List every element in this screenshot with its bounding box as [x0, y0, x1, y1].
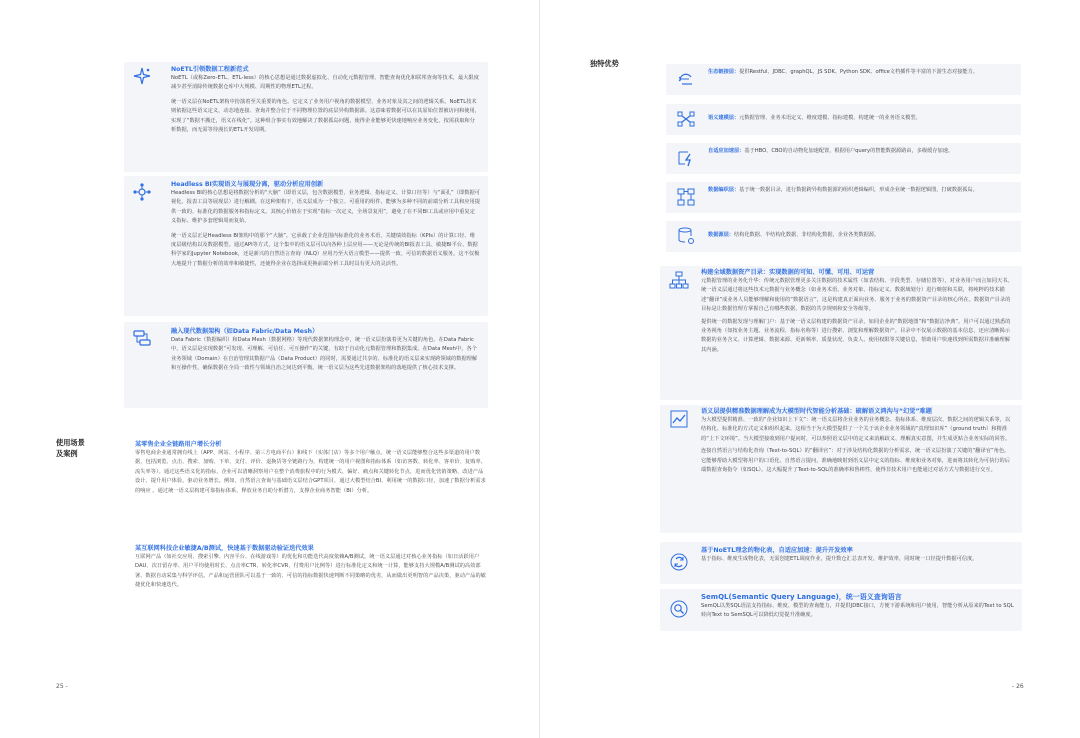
- block-title: 基于NoETL理念的物化表，自适应加速：提升开发效率: [701, 547, 853, 554]
- network-icon: [132, 182, 152, 202]
- semql-card: [660, 589, 1022, 631]
- block-paragraph: 连接自然语言与结构化查询（Text-to-SQL）的“翻译官”：对于涉及结构化数据的分析需求，统一语义层扮演了关键的“翻译官”角色。它能够帮助大模型将用户的口语化、自然语言提问，准确地映射到语义层中定义的指标、维度和业务对象，进而将其转化为可执行的后端数据查询指令（如SQL）。这大幅提升了Text-to-SQL的准确率和鲁棒性，使得非技术用户也能通过对话方式与数据进行交互。: [701, 448, 1011, 474]
- block-paragraph: Headless BI的核心思想是将数据分析的“大脑”（即语义层，包含数据模型、业务逻辑、指标定义、计算口径等）与“面孔”（即数据可视化、报表工具等展现层）进行解耦。在这种架构下，语义层成为一个独立、可重用的组件，能够为多种不同的前端分析工具和应用提供一致的、标准化的数据服务和指标定义。其核心价值在于实现“指标一次定义，全场景复用”，避免了在不同BI工具或应用中重复定义指标、维护多套逻辑周而复始。: [171, 190, 481, 225]
- search-icon: [669, 599, 689, 619]
- sitemap-icon: [669, 270, 689, 290]
- advantage-semantic: [666, 104, 1021, 135]
- advantage-key: 自适应加速层：: [708, 148, 745, 154]
- advantage-text: 基于统一数据目录，进行数据跨异构数据源的组织逻辑编织，形成企业统一数据逻辑图，打破数据孤岛。: [739, 187, 978, 193]
- block-paragraph: 基于指标、维度生成物化表，无需创建ETL调度作业，提升数仓汇总表开发、维护效率，同时统一口径提升数据可信度。: [701, 556, 978, 562]
- database-icon: [676, 226, 696, 246]
- asset-catalog-card: [660, 266, 1022, 400]
- block-paragraph: SemQL以类SQL语法支持指标、维度、模型的查询能力，并提供JDBC接口，方便下游系统和用户使用，智能分析从原来的Text to SQL转向Text to SemSQL可以降低幻觉提升准确度。: [701, 603, 1014, 619]
- advantage-key: 数据编织层：: [708, 187, 740, 193]
- block-paragraph: 提供统一的数据发现与理解门户：基于统一语义层构建的数据资产目录，如同企业的“数据地图”和“数据洁净典”。用户可以通过熟悉的业务视角（如按业务主题、业务流程、指标名称等）进行搜索、浏览和理解数据资产。目录中不仅展示数据的基本信息，还应清晰揭示数据的业务含义、计算逻辑、数据来源、更新频率、质量状况、负责人、使用权限等关键信息，帮助用户快速找到所需数据并准确理解其内涵。: [701, 318, 1011, 353]
- advantage-text: 基于HBO、CBO的自动物化加速配置，根据用户query的智能数据源路由，多级缓存加速。: [744, 148, 954, 154]
- page-number: 25 -: [56, 683, 68, 690]
- xmark-icon: [676, 109, 696, 129]
- headless-bi-card: [124, 176, 488, 316]
- block-title: 融入现代数据架构（如Data Fabric/Data Mesh）: [171, 328, 319, 335]
- advantage-text: 元数据管理、业务术语定义、维度建模、指标建模、构建统一的业务语义模型。: [739, 115, 921, 121]
- block-paragraph: 统一语义层在NoETL架构中扮演着至关重要的角色。它定义了业务用户视角的数据模型、业务对象及其之间的逻辑关系。NoETL技术则依据这些语义定义，动态地连接、查询并整合位于不同物理位置的底层异构数据源。这意味着数据可以在其原始位置被访问和使用，实现了“数据不搬迁，语义在线化”。这种组合事实有效地解决了数据孤岛问题，使得企业能够更快速地响应业务变化，按需获取和分析数据，而无需等待漫长的ETL开发周期。: [171, 98, 481, 134]
- section-label: 使用场景 及案例: [56, 438, 85, 458]
- lightning-icon: [676, 148, 696, 168]
- block-paragraph: 统一语义层正是Headless BI架构中的那个“大脑”。它承载了企业范围内标准化的业务术语、关键绩效指标（KPIs）的计算口径、维度层级结构以及数据模型。通过API等方式，这个集中的语义层可以向各种上层应用——无论是传统的BI报表工具、敏捷BI平台、数据科学家的Jupyter Notebook，还是新兴的自然语言查询（NLQ）应用乃至大语言模型——提供一致、可信的数据语义服务。这不仅极大地提升了数据分析的效率和敏捷性，还使得企业在选择或更换前端分析工具时具有更大的灵活性。: [171, 232, 480, 267]
- case-internet: [135, 544, 488, 591]
- block-paragraph: 元数据管理的业务化升华：传统元数据管理更多关注数据的技术属性（如表结构、字段类型、存储位置等），对业务用户而言如同天书。统一语义层通过将这些技术元数据与业务概念（如业务术语、业务对象、指标定义、数据域划分）进行映射和关联，将纯粹的技术描述“翻译”成业务人员能够理解和使用的“数据语言”，这是构建真正面向业务、服务于业务的数据资产目录的核心所在。数据资产目录的目标是让数据管理方掌握自己有哪些数据，数据的共享规则和安全等级等。: [701, 278, 1013, 313]
- block-title: 某零售企业全链路用户增长分析: [135, 441, 222, 448]
- advantage-text: 提供Restful、JDBC、graphQL、JS SDK、Python SDK、office文档插件等丰富的下游生态对接能力。: [739, 69, 978, 75]
- ecosystem-icon: [676, 69, 696, 89]
- layers-icon: [132, 328, 152, 348]
- sparkle-icon: [132, 66, 152, 86]
- block-title: 某互联网科技企业敏捷A/B测试，快速基于数据驱动验证迭代效果: [135, 545, 314, 552]
- advantage-datasource: [666, 221, 1021, 252]
- refresh-icon: [669, 552, 689, 572]
- block-paragraph: Data Fabric（数据编织）和Data Mesh（数据网格）等现代数据架构理念中，统一语义层扮演着更为关键的角色。在Data Fabric中，语义层是实现数据“可发现、可理解、可信任、可互操作”的关键，有助于自动化元数据管理和数据集成。在Data Mesh中，各个业务领域（Domain）在自治管理其数据产品（Data Product）的同时，需要通过共享的、标准化的语义层来实现跨领域的数据理解和互操作性，确保数据在全局一致性与领域自治之间达到平衡。统一语义层为这些先进数据架构的落地提供了核心技术支撑。: [171, 337, 478, 372]
- llm-semantic-card: [660, 405, 1022, 533]
- block-title: 语义层提供精准数据理解成为大模型时代智能分析基础：破解语义鸿沟与“幻觉”难题: [701, 408, 932, 415]
- block-title: Headless BI实现语义与展现分离，驱动分析应用创新: [171, 181, 324, 188]
- case-retail: [135, 440, 488, 496]
- advantage-key: 数据源层：: [708, 232, 734, 238]
- block-paragraph: 互联网产品（如社交应用、搜索引擎、内容平台、在线游戏等）的优化和功能迭代高度依赖A/B测试。统一语义层通过对核心业务指标（如日活跃用户DAU、次日留存率、用户平均使用时长、点击率CTR、转化率CVR、付费用户比例等）进行标准化定义和统一计算，能够支持大规模A/B测试的高效部署、数据自动采集与科学评估。产品和运营团队可以基于一致的、可信的指标数据快速判断不同策略的优劣，从而做出更明智的产品决策，驱动产品的敏捷优化和快速迭代。: [135, 554, 486, 589]
- page-number: - 26: [1012, 683, 1024, 690]
- block-paragraph: NoETL（或称Zero-ETL、ETL-less）的核心思想是通过数据虚拟化、自动化元数据管理、智能查询优化和联邦查询等技术，最大限度减少甚至消除传统数据仓库中大规模、周期性的物理ETL过程。: [171, 75, 480, 91]
- advantage-text: 结构化数据、半结构化数据、非结构化数据，企业各类数据源。: [733, 232, 880, 238]
- org-icon: [676, 187, 696, 207]
- noetl-materialize-card: [660, 542, 1022, 584]
- advantage-ecosystem: [666, 64, 1021, 95]
- block-title: 构建全域数据资产目录：实现数据的可知、可懂、可用、可运营: [701, 269, 875, 276]
- chart-icon: [669, 409, 689, 429]
- advantage-key: 生态链接层：: [708, 69, 740, 75]
- advantage-acceleration: [666, 143, 1021, 174]
- block-paragraph: 零售电商企业通常拥有线上（APP、网站、小程序、第三方电商平台）和线下（实体门店）等多个用户触点。统一语义层能够整合这些多渠道的用户数据，包括浏览、点击、搜索、加购、下单、支付、评价、退换货等全链路行为，构建统一的用户视图和指标体系（如访客数、转化率、客单价、复购率、流失率等）。通过这些语义化的指标，企业可以清晰洞察用户在整个消费旅程中的行为模式、偏好、痛点和关键转化节点，进而优化营销策略、改进产品设计、提升用户体验。驱动业务增长。例如，自然语言查询与基础语义层结合GPT项目，通过大模型结合BI、利用统一的数据口径，加速了数据分析需求的响应 。通过统一语义层构建可靠指标体系，释放业务自助分析潜力，支撑企业商务智能（BI）分析。: [135, 450, 486, 494]
- advantage-key: 语义建模层：: [708, 115, 740, 121]
- section-label: 独特优势: [590, 59, 619, 68]
- noetl-card: [124, 62, 488, 172]
- block-paragraph: 为大模型提供精准、一致的“企业知识上下文”：统一语义层将企业业务的业务概念、指标体系、维度层次、数据之间的逻辑关系等，以结构化、标准化的方式定义和组织起来。这相当于为大模型提供了一个关于该企业业务领域的“真理知识库”（ground truth）和精准的“上下文环境”。当大模型接收到用户提问时，可以参照语义层中的定义来消解歧义、理解真实意图，并生成更贴合业务实际的回答。: [701, 417, 1011, 442]
- block-title: NoETL引领数据工程新范式: [171, 66, 249, 73]
- data-fabric-card: [124, 322, 488, 408]
- block-title: SemQL(Semantic Query Language)，统一语义查询语言: [701, 593, 902, 601]
- advantage-fabric: [666, 182, 1021, 213]
